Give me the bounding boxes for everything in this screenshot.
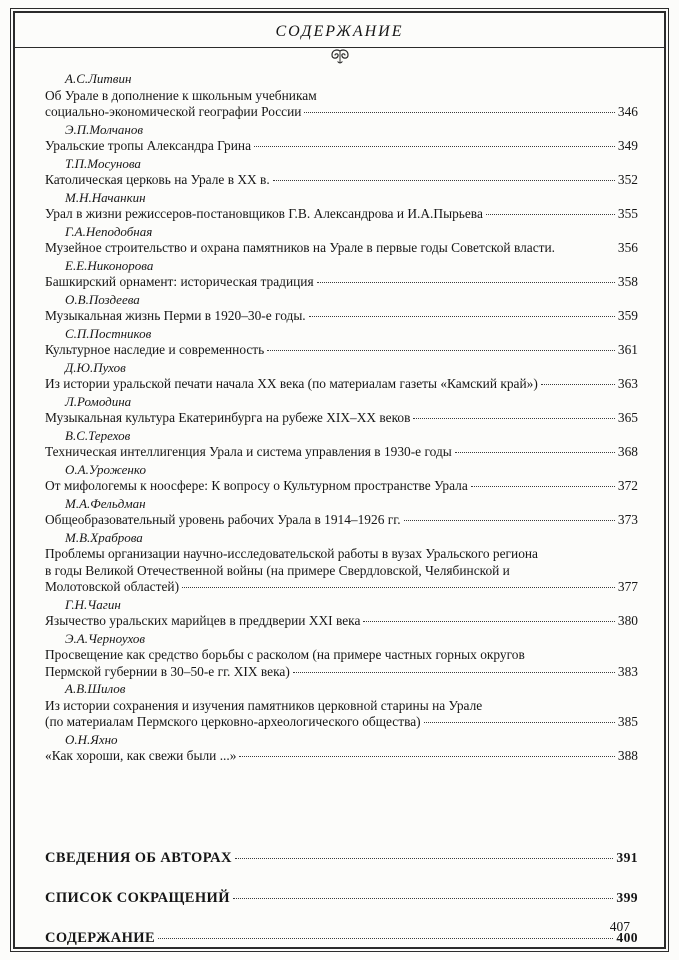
dot-leader [182, 587, 615, 588]
entry-title-line [45, 579, 638, 596]
entry-title-text: Музейное строительство и охрана памятников на Урале в первые годы Советской власти. [45, 240, 556, 255]
dot-leader [293, 672, 615, 673]
back-matter-sections [15, 817, 664, 947]
entry-title-text: Католическая церковь на Урале в XX в. [45, 172, 270, 187]
entry-title-text: Язычество уральских марийцев в преддверии XXI века [45, 613, 361, 628]
toc-list [15, 69, 664, 817]
entry-page-number: 356 [617, 240, 638, 255]
toc-entry [45, 122, 638, 155]
page-frame-inner [13, 11, 666, 949]
entry-page-number: 377 [617, 579, 638, 594]
entry-title-text: социально-экономической географии России [45, 104, 302, 119]
entry-title-text: Урал в жизни режиссеров-постановщиков Г.В. Александрова и И.А.Пырьева [45, 206, 483, 221]
entry-page-number: 372 [617, 478, 638, 493]
entry-title-line [45, 563, 638, 580]
entry-title-text: «Как хороши, как свежи были ...» [45, 748, 237, 763]
entry-title-line [45, 512, 638, 529]
section-label: СВЕДЕНИЯ ОБ АВТОРАХ [45, 850, 232, 866]
entry-page-number: 380 [617, 613, 638, 628]
entry-title-text: Техническая интеллигенция Урала и система управления в 1930-е годы [45, 444, 452, 459]
entry-title-line [45, 647, 638, 664]
entry-title-line [45, 274, 638, 291]
author-name: О.В.Поздеева [65, 291, 140, 307]
entry-page-number: 368 [617, 444, 638, 459]
entry-page-number: 388 [617, 748, 638, 763]
toc-entry [45, 394, 638, 427]
entry-title-text: Проблемы организации научно-исследовательской работы в вузах Уральского региона [45, 546, 539, 561]
entry-title-line [45, 546, 638, 563]
author-name: В.С.Терехов [65, 427, 131, 443]
entry-title-line [45, 88, 638, 105]
entry-page-number: 355 [617, 206, 638, 221]
toc-entry [45, 462, 638, 495]
dot-leader [273, 180, 615, 181]
section-label: СПИСОК СОКРАЩЕНИЙ [45, 890, 230, 906]
author-name: Э.П.Молчанов [65, 121, 144, 137]
author-name: Т.П.Мосунова [65, 155, 141, 171]
dot-leader [304, 112, 614, 113]
toc-entry [45, 224, 638, 257]
dot-leader [239, 756, 614, 757]
dot-leader [424, 722, 615, 723]
section-label: СОДЕРЖАНИЕ [45, 930, 156, 946]
entry-title-line [45, 478, 638, 495]
dot-leader [413, 418, 614, 419]
section-heading-line [45, 889, 638, 907]
section-page-number: 391 [616, 850, 638, 865]
entry-title-text: Музыкальная культура Екатеринбурга на рубеже XIX–XX веков [45, 410, 411, 425]
entry-title-line [45, 342, 638, 359]
author-name: Г.Н.Чагин [65, 596, 121, 612]
toc-entry [45, 681, 638, 731]
author-name: Э.А.Черноухов [65, 630, 146, 646]
entry-title-text: Об Урале в дополнение к школьным учебникам [45, 87, 317, 103]
toc-entry [45, 496, 638, 529]
entry-page-number: 349 [617, 138, 638, 153]
entry-title-line [45, 308, 638, 325]
section-heading-line [45, 849, 638, 867]
fleuron-ornament-icon [327, 49, 353, 65]
toc-entry [45, 360, 638, 393]
entry-title-line [45, 104, 638, 121]
dot-leader [486, 214, 615, 215]
dot-leader [317, 282, 615, 283]
toc-entry [45, 292, 638, 325]
entry-title-line [45, 172, 638, 189]
toc-entry [45, 156, 638, 189]
entry-title-text: Культурное наследие и современность [45, 342, 265, 357]
author-name: М.Н.Начанкин [65, 189, 146, 205]
section-page-number: 399 [616, 890, 638, 905]
entry-title-text: Музыкальная жизнь Перми в 1920–30-е годы. [45, 308, 306, 323]
author-name: А.С.Литвин [65, 71, 132, 86]
ornament-wrap [15, 49, 664, 69]
entry-title-line [45, 240, 638, 257]
dot-leader [254, 146, 615, 147]
entry-title-line [45, 206, 638, 223]
entry-page-number: 346 [617, 104, 638, 119]
entry-title-line [45, 613, 638, 630]
toc-entry [45, 190, 638, 223]
dot-leader [541, 384, 615, 385]
entry-title-line [45, 138, 638, 155]
page-title: СОДЕРЖАНИЕ [275, 23, 404, 40]
dot-leader [363, 621, 615, 622]
entry-title-text: Общеобразовательный уровень рабочих Урала в 1914–1926 гг. [45, 512, 401, 527]
entry-title-line [45, 664, 638, 681]
entry-title-text: Из истории сохранения и изучения памятников церковной старины на Урале [45, 697, 483, 713]
entry-title-line [45, 714, 638, 731]
dot-leader [455, 452, 615, 453]
entry-title-line [45, 444, 638, 461]
entry-title-line [45, 376, 638, 393]
dot-leader [235, 858, 614, 859]
entry-page-number: 385 [617, 714, 638, 729]
toc-entry [45, 326, 638, 359]
entry-page-number: 358 [617, 274, 638, 289]
author-name: М.В.Храброва [65, 529, 143, 545]
entry-page-number: 363 [617, 376, 638, 391]
toc-entry [45, 597, 638, 630]
entry-title-text: Уральские тропы Александра Грина [45, 138, 252, 153]
entry-title-line [45, 410, 638, 427]
dot-leader [471, 486, 615, 487]
entry-title-text: в годы Великой Отечественной войны (на примере Свердловской, Челябинской и [45, 562, 510, 578]
toc-header [15, 13, 664, 48]
page-frame-outer [10, 8, 669, 952]
section-heading-line [45, 929, 638, 947]
author-name: Л.Ромодина [65, 393, 132, 409]
entry-title-text: Пермской губернии в 30–50-е гг. XIX века) [45, 663, 290, 679]
toc-entry [45, 71, 638, 121]
entry-title-text: (по материалам Пермского церковно-археологического общества) [45, 714, 421, 729]
entry-page-number: 373 [617, 512, 638, 527]
entry-title-text: От мифологемы к ноосфере: К вопросу о Культурном пространстве Урала [45, 478, 468, 493]
entry-title-line [45, 698, 638, 715]
entry-title-text: Просвещение как средство борьбы с расколом (на примере частных горных округов [45, 647, 525, 662]
author-name: Е.Е.Никонорова [65, 257, 154, 273]
dot-leader [309, 316, 615, 317]
author-name: М.А.Фельдман [65, 495, 146, 511]
author-name: А.В.Шилов [65, 681, 126, 696]
toc-entry [45, 631, 638, 681]
entry-page-number: 359 [617, 308, 638, 323]
entry-title-line [45, 748, 638, 765]
entry-title-text: Молотовской областей) [45, 579, 180, 594]
entry-page-number: 365 [617, 410, 638, 425]
entry-page-number: 361 [617, 342, 638, 357]
section-page-number: 400 [616, 930, 638, 945]
dot-leader [404, 520, 615, 521]
dot-leader [267, 350, 615, 351]
author-name: С.П.Постников [65, 325, 152, 341]
toc-entry [45, 530, 638, 596]
entry-title-text: Из истории уральской печати начала XX века (по материалам газеты «Камский край») [45, 376, 538, 391]
folio-page-number: 407 [609, 919, 630, 934]
dot-leader [158, 938, 613, 939]
entry-page-number: 383 [617, 663, 638, 679]
author-name: О.Н.Яхно [65, 731, 118, 747]
author-name: Д.Ю.Пухов [65, 359, 126, 375]
author-name: Г.А.Неподобная [65, 223, 153, 239]
toc-entry [45, 258, 638, 291]
toc-entry [45, 428, 638, 461]
entry-page-number: 352 [617, 172, 638, 187]
author-name: О.А.Уроженко [65, 461, 146, 477]
dot-leader [233, 898, 614, 899]
toc-entry [45, 732, 638, 765]
entry-title-text: Башкирский орнамент: историческая традиция [45, 274, 314, 289]
